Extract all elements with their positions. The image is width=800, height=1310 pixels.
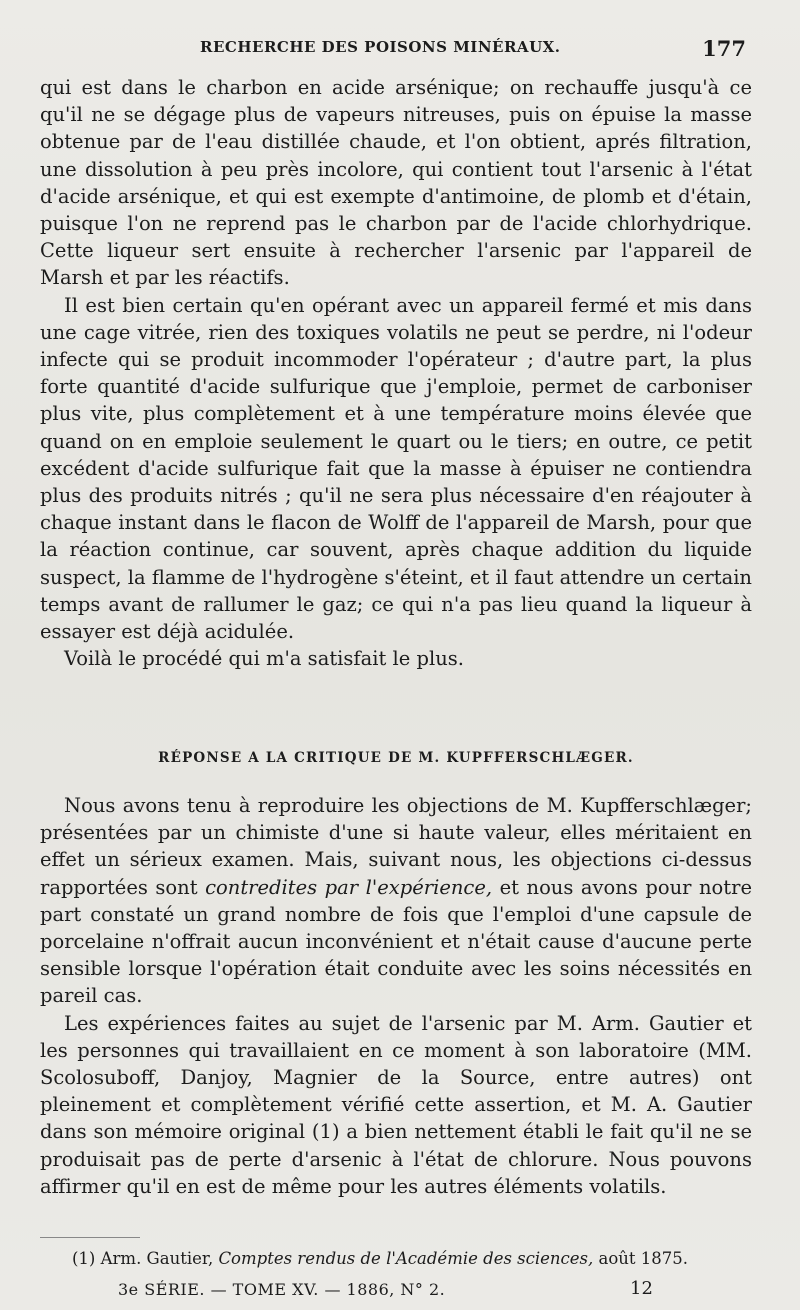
page-footer <box>0 1278 800 1306</box>
paragraph-experiences: Les expériences faites au sujet de l'arsenic par M. Arm. Gautier et les personnes qui travaillaient en ce moment à son laboratoire (MM. Scolosuboff, Danjoy, Magnier de la Source, entre autres) ont pleinement et complètement vérifié cette assertion, et M. A. Gautier dans son mémoire original (1) a bien nettement établi le fait qu'il ne se produisait pas de perte d'arsenic à l'état de chlorure. Nous pouvons affirmer qu'il en est de même pour les autres éléments volatils. <box>40 1011 752 1198</box>
paragraph-appareil: Il est bien certain qu'en opérant avec un appareil fermé et mis dans une cage vitrée, rien des toxiques volatils ne peut se perdre, ni l'odeur infecte qui se produit incommoder l'opérateur ; d'autre part, la plus forte quantité d'acide sulfurique que j'emploie, permet de carboniser plus vite, plus complètement et à une température moins élevée que quand on en emploie seulement le quart ou le tiers; en outre, ce petit excédent d'acide sulfurique fait que la masse à épuiser ne contiendra plus des produits nitrés ; qu'il ne sera plus nécessaire d'en réajouter à chaque instant dans le flacon de Wolff de l'appareil de Marsh, pour que la réaction continue, car souvent, après chaque addition du liquide suspect, la flamme de l'hydrogène s'éteint, et il faut attendre un certain temps avant de rallumer le gaz; ce qui n'a pas lieu quand la liqueur à essayer est déjà acidulée. <box>40 293 752 644</box>
critique-text-a: Nous avons tenu à reproduire les objections de M. Kupfferschlæger; présentées par un chimiste d'une si haute valeur, elles méritaient en effet un sérieux examen. Mais, suivant nous, les objections ci-dessus rapportées sont <box>40 794 752 899</box>
critique-italic: contredites par l'expérience, <box>205 875 493 899</box>
signature-line: 3e SÉRIE. — TOME XV. — 1886, N° 2. <box>118 1280 446 1299</box>
paragraph-continuation: qui est dans le charbon en acide arsénique; on rechauffe jusqu'à ce qu'il ne se dégage plus de vapeurs nitreuses, puis on épuise la masse obtenue par de l'eau distillée chaude, et l'on obtient, aprés filtration, une dissolution à peu près incolore, qui contient tout l'arsenic à l'état d'acide arsénique, et qui est exempte d'antimoine, de plomb et d'étain, puisque l'on ne reprend pas le charbon par de l'acide chlorhydrique. Cette liqueur sert ensuite à rechercher l'arsenic par l'appareil de Marsh et par les réactifs. <box>40 76 752 290</box>
section-title: RÉPONSE A LA CRITIQUE DE M. KUPFFERSCHLÆGER. <box>158 750 634 766</box>
main-text-bottom <box>40 792 752 1200</box>
footnote-rule <box>40 1237 140 1238</box>
page-number: 177 <box>702 36 746 61</box>
critique-text-b: et nous avons pour notre part constaté un grand nombre de fois que l'emploi d'une capsule de porcelaine n'offrait aucun inconvénient et n'était cause d'aucune perte sensible lorsque l'opération était conduite avec les soins nécessités en pareil cas. <box>40 875 752 1008</box>
footnote-text-a: (1) Arm. Gautier, <box>72 1249 219 1268</box>
footnote-italic: Comptes rendus de l'Académie des sciences, <box>218 1249 594 1268</box>
sheet-number: 12 <box>630 1278 653 1299</box>
footnote <box>72 1247 762 1271</box>
page-header <box>40 36 752 66</box>
paragraph-conclusion: Voilà le procédé qui m'a satisfait le plus. <box>64 647 464 671</box>
main-text-top <box>40 74 752 672</box>
paragraph-critique <box>40 792 752 1010</box>
running-title: RECHERCHE DES POISONS MINÉRAUX. <box>200 38 561 56</box>
footnote-text-b: août 1875. <box>593 1249 689 1268</box>
